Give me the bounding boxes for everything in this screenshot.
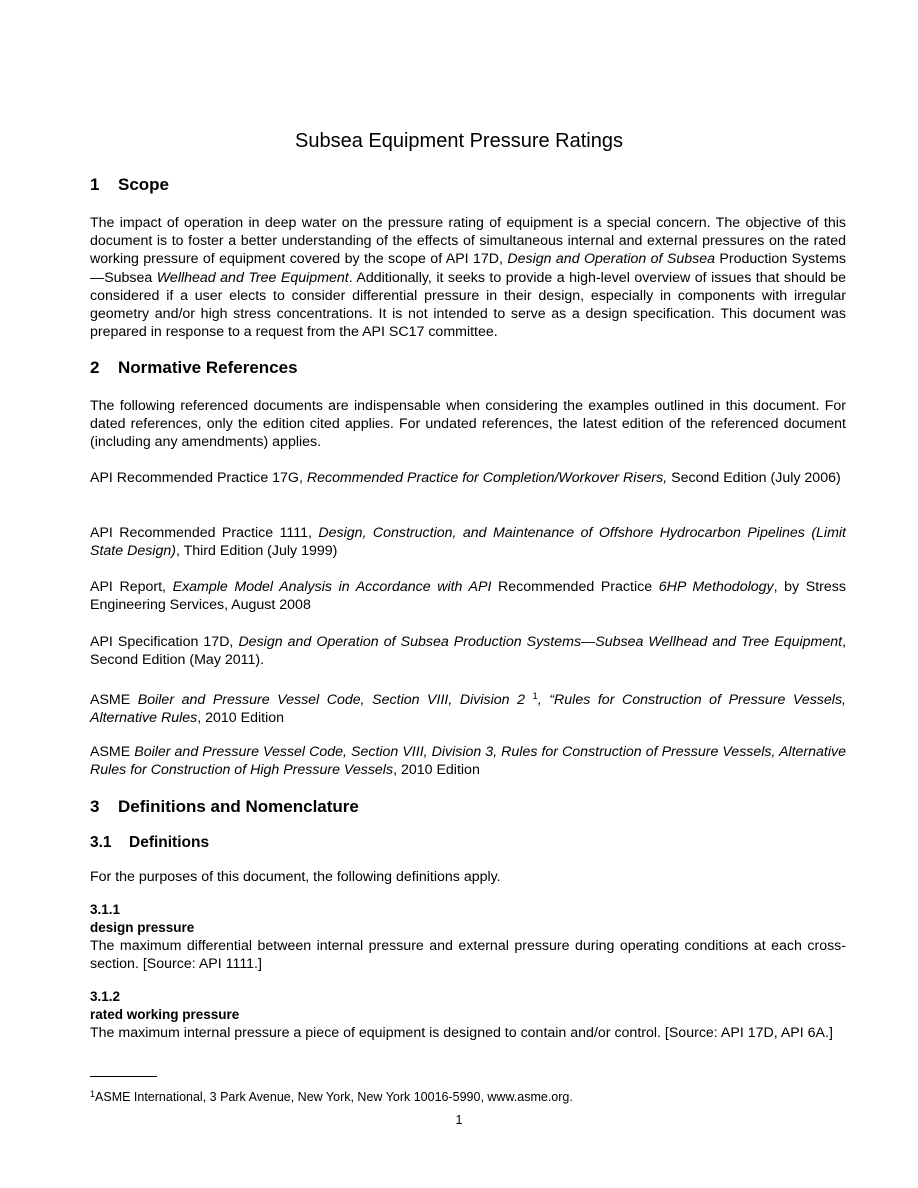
definition-text: The maximum differential between internal pressure and external pressure during operating conditions at each cross-section. [Source: API 1111.] bbox=[90, 938, 846, 973]
definition-text: The maximum internal pressure a piece of equipment is designed to contain and/or control. [Source: API 17D, API 6A.] bbox=[90, 1025, 833, 1041]
section-number: 1 bbox=[90, 175, 100, 194]
scope-paragraph: The impact of operation in deep water on the pressure rating of equipment is a special concern. The objective of this document is to foster a better understanding of the effects of simultaneous internal and external pressures on the rated working pressure of equipment covered by the scope of API 17D, Design and Operation of Subsea Production Systems—Subsea Wellhead and Tree Equipment. Additionally, it seeks to provide a high-level overview of issues that should be considered if a user elects to consider differential pressure in their design, especially in components with irregular geometry and/or high stress concentrations. It is not intended to serve as a design specification. This document was prepared in response to a request from the API SC17 committee. bbox=[90, 215, 847, 341]
section-title: Normative References bbox=[118, 358, 298, 377]
footnote-text: ASME International, 3 Park Avenue, New York, New York 10016-5990, www.asme.org. bbox=[95, 1090, 573, 1104]
reference-item: ASME Boiler and Pressure Vessel Code, Section VIII, Division 3, Rules for Construction of Pressure Vessels, Alternative Rules for Construction of High Pressure Vessels, 2010 Edition bbox=[90, 744, 846, 779]
footnote bbox=[90, 1086, 573, 1105]
subsection-number: 3.1 bbox=[90, 834, 112, 851]
subsection-3-1-heading bbox=[90, 833, 209, 853]
document-title: Subsea Equipment Pressure Ratings bbox=[295, 130, 623, 152]
section-number: 2 bbox=[90, 358, 100, 377]
definitions-intro: For the purposes of this document, the following definitions apply. bbox=[90, 869, 501, 885]
reference-item: API Recommended Practice 17G, Recommended Practice for Completion/Workover Risers, Second Edition (July 2006) bbox=[90, 470, 841, 486]
footnote-marker: 1 bbox=[90, 1089, 96, 1099]
section-2-heading bbox=[90, 358, 298, 378]
references-intro: The following referenced documents are indispensable when considering the examples outlined in this document. For dated references, only the edition cited applies. For undated references, the latest edition of the referenced document (including any amendments) applies. bbox=[90, 398, 846, 451]
page-number: 1 bbox=[455, 1113, 463, 1127]
reference-item: API Specification 17D, Design and Operation of Subsea Production Systems—Subsea Wellhead and Tree Equipment, Second Edition (May 2011). bbox=[90, 634, 847, 669]
footnote-marker: 1 bbox=[532, 691, 538, 702]
subsection-title: Definitions bbox=[129, 834, 210, 851]
reference-item: API Report, Example Model Analysis in Accordance with API Recommended Practice 6HP Methodology, by Stress Engineering Services, August 2008 bbox=[90, 579, 846, 614]
definition-number: 3.1.2 bbox=[90, 989, 121, 1004]
definition-term: rated working pressure bbox=[90, 1007, 240, 1022]
section-title: Scope bbox=[118, 175, 170, 194]
definition-number: 3.1.1 bbox=[90, 902, 121, 917]
reference-item: ASME Boiler and Pressure Vessel Code, Section VIII, Division 2 $^1$, “Rules for Construction of Pressure Vessels, Alternative Rules, 2010 Edition bbox=[90, 691, 846, 727]
section-number: 3 bbox=[90, 797, 100, 816]
section-title: Definitions and Nomenclature bbox=[118, 797, 359, 816]
reference-item: API Recommended Practice 1111, Design, Construction, and Maintenance of Offshore Hydrocarbon Pipelines (Limit State Design), Third Edition (July 1999) bbox=[90, 525, 847, 560]
footnote-separator bbox=[90, 1076, 157, 1077]
definition-term: design pressure bbox=[90, 920, 195, 935]
section-1-heading bbox=[90, 175, 169, 195]
section-3-heading bbox=[90, 797, 359, 817]
